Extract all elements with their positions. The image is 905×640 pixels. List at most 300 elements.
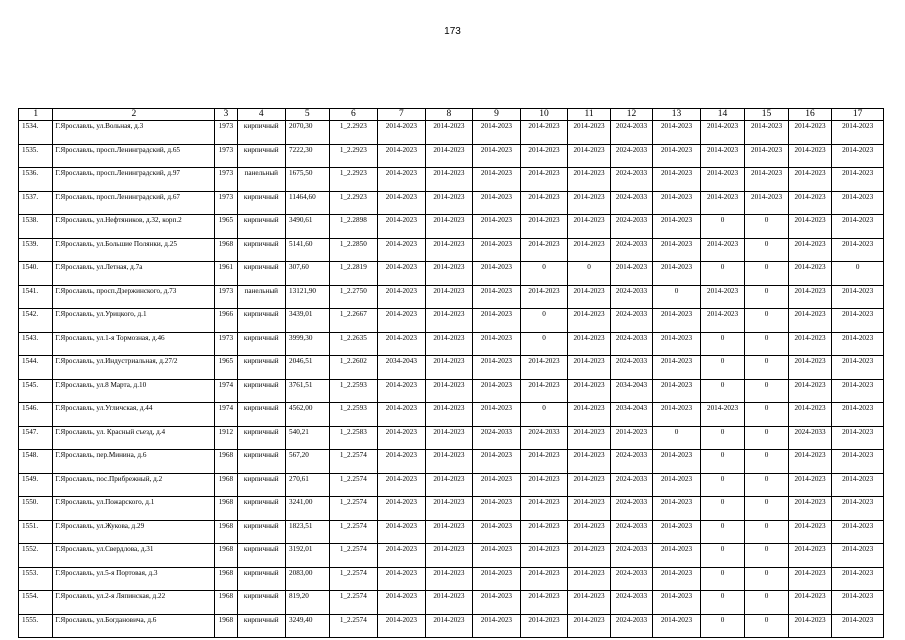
period-cell-col15: 0 (745, 309, 789, 333)
period-cell-col14: 2014-2023 (700, 238, 745, 262)
column-header-1: 1 (19, 109, 53, 121)
period-cell-col12: 2024-2033 (610, 567, 652, 591)
wall-material-cell: кирпичный (237, 238, 286, 262)
area-cell: 3249,40 (286, 614, 330, 638)
period-cell-col12: 2024-2033 (610, 450, 652, 474)
wall-material-cell: кирпичный (237, 450, 286, 474)
table-row (19, 544, 884, 568)
period-cell-col13: 2014-2023 (653, 567, 701, 591)
period-cell-col14: 2014-2023 (700, 285, 745, 309)
period-cell-col9: 2014-2023 (473, 215, 521, 239)
period-cell-col16: 2014-2023 (788, 403, 832, 427)
row-number-cell: 1547. (19, 426, 53, 450)
period-cell-col13: 2014-2023 (653, 121, 701, 145)
period-cell-col10: 0 (520, 403, 568, 427)
period-cell-col16: 2014-2023 (788, 332, 832, 356)
period-cell-col12: 2024-2033 (610, 356, 652, 380)
year-cell: 1965 (215, 356, 237, 380)
period-cell-col9: 2014-2023 (473, 238, 521, 262)
period-cell-col7: 2014-2023 (378, 168, 426, 192)
area-cell: 270,61 (286, 473, 330, 497)
period-cell-col13: 2014-2023 (653, 544, 701, 568)
table-row (19, 238, 884, 262)
period-cell-col10: 2014-2023 (520, 168, 568, 192)
code-cell: 1_2.2574 (329, 473, 378, 497)
period-cell-col17: 2014-2023 (832, 168, 884, 192)
period-cell-col17: 2014-2023 (832, 426, 884, 450)
period-cell-col15: 2014-2023 (745, 168, 789, 192)
code-cell: 1_2.2574 (329, 544, 378, 568)
period-cell-col13: 2014-2023 (653, 591, 701, 615)
year-cell: 1965 (215, 215, 237, 239)
period-cell-col12: 2014-2023 (610, 262, 652, 286)
period-cell-col13: 2014-2023 (653, 332, 701, 356)
period-cell-col11: 2014-2023 (568, 168, 610, 192)
period-cell-col10: 2014-2023 (520, 121, 568, 145)
period-cell-col13: 2014-2023 (653, 614, 701, 638)
period-cell-col16: 2014-2023 (788, 450, 832, 474)
area-cell: 5141,60 (286, 238, 330, 262)
area-cell: 3490,61 (286, 215, 330, 239)
code-cell: 1_2.2574 (329, 497, 378, 521)
period-cell-col16: 2014-2023 (788, 544, 832, 568)
period-cell-col14: 0 (700, 614, 745, 638)
period-cell-col11: 0 (568, 262, 610, 286)
period-cell-col8: 2014-2023 (425, 309, 473, 333)
table-row (19, 168, 884, 192)
period-cell-col7: 2034-2043 (378, 356, 426, 380)
period-cell-col11: 2014-2023 (568, 614, 610, 638)
year-cell: 1966 (215, 309, 237, 333)
table-row (19, 309, 884, 333)
address-cell: Г.Ярославль, ул.Летная, д.7а (53, 262, 215, 286)
year-cell: 1973 (215, 332, 237, 356)
period-cell-col11: 2014-2023 (568, 356, 610, 380)
period-cell-col15: 0 (745, 450, 789, 474)
row-number-cell: 1553. (19, 567, 53, 591)
period-cell-col15: 0 (745, 238, 789, 262)
period-cell-col8: 2014-2023 (425, 238, 473, 262)
period-cell-col8: 2014-2023 (425, 379, 473, 403)
period-cell-col15: 2014-2023 (745, 121, 789, 145)
period-cell-col16: 2014-2023 (788, 191, 832, 215)
period-cell-col10: 2014-2023 (520, 238, 568, 262)
row-number-cell: 1543. (19, 332, 53, 356)
address-cell: Г.Ярославль, пер.Минина, д.6 (53, 450, 215, 474)
period-cell-col15: 0 (745, 379, 789, 403)
wall-material-cell: кирпичный (237, 497, 286, 521)
table-header-row (19, 109, 884, 121)
wall-material-cell: кирпичный (237, 403, 286, 427)
period-cell-col11: 2014-2023 (568, 285, 610, 309)
period-cell-col12: 2024-2033 (610, 144, 652, 168)
period-cell-col13: 2014-2023 (653, 356, 701, 380)
code-cell: 1_2.2819 (329, 262, 378, 286)
table-row (19, 591, 884, 615)
period-cell-col7: 2014-2023 (378, 144, 426, 168)
period-cell-col16: 2024-2033 (788, 426, 832, 450)
period-cell-col7: 2014-2023 (378, 473, 426, 497)
wall-material-cell: кирпичный (237, 473, 286, 497)
table-row (19, 379, 884, 403)
period-cell-col10: 2014-2023 (520, 591, 568, 615)
area-cell: 3192,01 (286, 544, 330, 568)
column-header-5: 5 (286, 109, 330, 121)
period-cell-col8: 2014-2023 (425, 285, 473, 309)
row-number-cell: 1536. (19, 168, 53, 192)
period-cell-col12: 2024-2033 (610, 614, 652, 638)
period-cell-col13: 2014-2023 (653, 309, 701, 333)
row-number-cell: 1546. (19, 403, 53, 427)
period-cell-col12: 2024-2033 (610, 544, 652, 568)
wall-material-cell: кирпичный (237, 121, 286, 145)
code-cell: 1_2.2574 (329, 614, 378, 638)
period-cell-col10: 2014-2023 (520, 520, 568, 544)
period-cell-col10: 2014-2023 (520, 215, 568, 239)
code-cell: 1_2.2667 (329, 309, 378, 333)
period-cell-col11: 2014-2023 (568, 426, 610, 450)
period-cell-col7: 2014-2023 (378, 238, 426, 262)
period-cell-col13: 2014-2023 (653, 473, 701, 497)
period-cell-col11: 2014-2023 (568, 403, 610, 427)
column-header-7: 7 (378, 109, 426, 121)
period-cell-col13: 2014-2023 (653, 238, 701, 262)
housing-repair-table (18, 108, 884, 638)
period-cell-col13: 0 (653, 285, 701, 309)
period-cell-col15: 0 (745, 591, 789, 615)
period-cell-col17: 2014-2023 (832, 614, 884, 638)
row-number-cell: 1542. (19, 309, 53, 333)
period-cell-col14: 0 (700, 426, 745, 450)
period-cell-col12: 2024-2033 (610, 520, 652, 544)
period-cell-col13: 2014-2023 (653, 144, 701, 168)
address-cell: Г.Ярославль, ул.Жукова, д.29 (53, 520, 215, 544)
period-cell-col9: 2014-2023 (473, 567, 521, 591)
period-cell-col8: 2014-2023 (425, 403, 473, 427)
period-cell-col9: 2014-2023 (473, 168, 521, 192)
period-cell-col17: 0 (832, 262, 884, 286)
period-cell-col13: 2014-2023 (653, 262, 701, 286)
table-row (19, 215, 884, 239)
period-cell-col17: 2014-2023 (832, 238, 884, 262)
period-cell-col13: 2014-2023 (653, 450, 701, 474)
area-cell: 13121,90 (286, 285, 330, 309)
period-cell-col7: 2014-2023 (378, 591, 426, 615)
period-cell-col16: 2014-2023 (788, 473, 832, 497)
period-cell-col15: 0 (745, 403, 789, 427)
year-cell: 1973 (215, 285, 237, 309)
address-cell: Г.Ярославль, ул. Красный съезд, д.4 (53, 426, 215, 450)
area-cell: 3999,30 (286, 332, 330, 356)
period-cell-col17: 2014-2023 (832, 144, 884, 168)
period-cell-col17: 2014-2023 (832, 473, 884, 497)
period-cell-col10: 2014-2023 (520, 191, 568, 215)
code-cell: 1_2.2923 (329, 191, 378, 215)
period-cell-col14: 0 (700, 591, 745, 615)
area-cell: 819,20 (286, 591, 330, 615)
table-row (19, 426, 884, 450)
table-row (19, 473, 884, 497)
year-cell: 1968 (215, 450, 237, 474)
period-cell-col12: 2024-2033 (610, 238, 652, 262)
period-cell-col7: 2014-2023 (378, 285, 426, 309)
year-cell: 1968 (215, 473, 237, 497)
year-cell: 1973 (215, 191, 237, 215)
address-cell: Г.Ярославль, просп.Ленинградский, д.67 (53, 191, 215, 215)
period-cell-col11: 2014-2023 (568, 544, 610, 568)
address-cell: Г.Ярославль, ул.Свердлова, д.31 (53, 544, 215, 568)
period-cell-col8: 2014-2023 (425, 356, 473, 380)
period-cell-col11: 2014-2023 (568, 450, 610, 474)
period-cell-col10: 0 (520, 309, 568, 333)
code-cell: 1_2.2923 (329, 144, 378, 168)
code-cell: 1_2.2593 (329, 403, 378, 427)
address-cell: Г.Ярославль, ул.Богдановича, д.6 (53, 614, 215, 638)
year-cell: 1968 (215, 567, 237, 591)
period-cell-col10: 2014-2023 (520, 285, 568, 309)
period-cell-col13: 2014-2023 (653, 497, 701, 521)
table-row (19, 121, 884, 145)
area-cell: 1823,51 (286, 520, 330, 544)
code-cell: 1_2.2923 (329, 121, 378, 145)
period-cell-col14: 2014-2023 (700, 168, 745, 192)
period-cell-col16: 2014-2023 (788, 285, 832, 309)
period-cell-col7: 2014-2023 (378, 191, 426, 215)
column-header-8: 8 (425, 109, 473, 121)
period-cell-col7: 2014-2023 (378, 614, 426, 638)
area-cell: 307,60 (286, 262, 330, 286)
column-header-12: 12 (610, 109, 652, 121)
period-cell-col8: 2014-2023 (425, 567, 473, 591)
period-cell-col17: 2014-2023 (832, 121, 884, 145)
wall-material-cell: кирпичный (237, 309, 286, 333)
period-cell-col8: 2014-2023 (425, 426, 473, 450)
period-cell-col8: 2014-2023 (425, 191, 473, 215)
wall-material-cell: кирпичный (237, 426, 286, 450)
wall-material-cell: панельный (237, 285, 286, 309)
row-number-cell: 1554. (19, 591, 53, 615)
row-number-cell: 1545. (19, 379, 53, 403)
period-cell-col17: 2014-2023 (832, 309, 884, 333)
period-cell-col13: 2014-2023 (653, 191, 701, 215)
period-cell-col14: 2014-2023 (700, 191, 745, 215)
year-cell: 1974 (215, 379, 237, 403)
period-cell-col16: 2014-2023 (788, 567, 832, 591)
period-cell-col15: 0 (745, 356, 789, 380)
period-cell-col9: 2014-2023 (473, 356, 521, 380)
year-cell: 1973 (215, 121, 237, 145)
period-cell-col13: 2014-2023 (653, 520, 701, 544)
period-cell-col11: 2014-2023 (568, 309, 610, 333)
period-cell-col17: 2014-2023 (832, 215, 884, 239)
period-cell-col16: 2014-2023 (788, 309, 832, 333)
period-cell-col7: 2014-2023 (378, 309, 426, 333)
table-row (19, 614, 884, 638)
period-cell-col9: 2014-2023 (473, 497, 521, 521)
period-cell-col12: 2024-2033 (610, 309, 652, 333)
code-cell: 1_2.2923 (329, 168, 378, 192)
period-cell-col13: 2014-2023 (653, 215, 701, 239)
table-row (19, 450, 884, 474)
period-cell-col15: 0 (745, 544, 789, 568)
period-cell-col10: 2014-2023 (520, 450, 568, 474)
table-row (19, 262, 884, 286)
year-cell: 1912 (215, 426, 237, 450)
period-cell-col15: 2014-2023 (745, 191, 789, 215)
year-cell: 1968 (215, 614, 237, 638)
table-row (19, 191, 884, 215)
address-cell: Г.Ярославль, ул.5-я Портовая, д.3 (53, 567, 215, 591)
period-cell-col12: 2024-2033 (610, 285, 652, 309)
period-cell-col9: 2014-2023 (473, 403, 521, 427)
column-header-6: 6 (329, 109, 378, 121)
period-cell-col12: 2034-2043 (610, 379, 652, 403)
period-cell-col14: 0 (700, 520, 745, 544)
period-cell-col15: 0 (745, 497, 789, 521)
period-cell-col15: 0 (745, 520, 789, 544)
period-cell-col9: 2014-2023 (473, 520, 521, 544)
period-cell-col13: 0 (653, 426, 701, 450)
period-cell-col8: 2014-2023 (425, 497, 473, 521)
period-cell-col10: 2014-2023 (520, 614, 568, 638)
period-cell-col14: 0 (700, 215, 745, 239)
area-cell: 3439,01 (286, 309, 330, 333)
period-cell-col11: 2014-2023 (568, 520, 610, 544)
code-cell: 1_2.2574 (329, 591, 378, 615)
period-cell-col15: 0 (745, 473, 789, 497)
row-number-cell: 1541. (19, 285, 53, 309)
period-cell-col11: 2014-2023 (568, 121, 610, 145)
row-number-cell: 1537. (19, 191, 53, 215)
row-number-cell: 1540. (19, 262, 53, 286)
period-cell-col9: 2014-2023 (473, 591, 521, 615)
period-cell-col12: 2024-2033 (610, 121, 652, 145)
row-number-cell: 1539. (19, 238, 53, 262)
wall-material-cell: кирпичный (237, 379, 286, 403)
row-number-cell: 1534. (19, 121, 53, 145)
period-cell-col15: 0 (745, 262, 789, 286)
period-cell-col9: 2014-2023 (473, 450, 521, 474)
period-cell-col16: 2014-2023 (788, 497, 832, 521)
period-cell-col15: 2014-2023 (745, 144, 789, 168)
period-cell-col7: 2014-2023 (378, 520, 426, 544)
table-row (19, 144, 884, 168)
page-number: 173 (444, 26, 461, 37)
column-header-14: 14 (700, 109, 745, 121)
period-cell-col9: 2014-2023 (473, 262, 521, 286)
period-cell-col14: 2014-2023 (700, 309, 745, 333)
period-cell-col14: 0 (700, 497, 745, 521)
period-cell-col17: 2014-2023 (832, 332, 884, 356)
year-cell: 1961 (215, 262, 237, 286)
period-cell-col11: 2014-2023 (568, 379, 610, 403)
wall-material-cell: панельный (237, 168, 286, 192)
period-cell-col10: 0 (520, 332, 568, 356)
period-cell-col9: 2024-2033 (473, 426, 521, 450)
period-cell-col8: 2014-2023 (425, 591, 473, 615)
period-cell-col15: 0 (745, 285, 789, 309)
code-cell: 1_2.2635 (329, 332, 378, 356)
period-cell-col10: 2014-2023 (520, 544, 568, 568)
area-cell: 1675,50 (286, 168, 330, 192)
period-cell-col17: 2014-2023 (832, 591, 884, 615)
period-cell-col10: 2014-2023 (520, 379, 568, 403)
period-cell-col17: 2014-2023 (832, 450, 884, 474)
period-cell-col9: 2014-2023 (473, 309, 521, 333)
row-number-cell: 1551. (19, 520, 53, 544)
period-cell-col17: 2014-2023 (832, 544, 884, 568)
period-cell-col7: 2014-2023 (378, 262, 426, 286)
row-number-cell: 1544. (19, 356, 53, 380)
period-cell-col17: 2014-2023 (832, 567, 884, 591)
period-cell-col11: 2014-2023 (568, 238, 610, 262)
period-cell-col12: 2024-2033 (610, 332, 652, 356)
code-cell: 1_2.2750 (329, 285, 378, 309)
period-cell-col11: 2014-2023 (568, 473, 610, 497)
period-cell-col8: 2014-2023 (425, 473, 473, 497)
period-cell-col13: 2014-2023 (653, 379, 701, 403)
address-cell: Г.Ярославль, ул.Угличская, д.44 (53, 403, 215, 427)
address-cell: Г.Ярославль, ул.8 Марта, д.10 (53, 379, 215, 403)
area-cell: 2083,00 (286, 567, 330, 591)
table-row (19, 520, 884, 544)
code-cell: 1_2.2574 (329, 520, 378, 544)
period-cell-col10: 2014-2023 (520, 497, 568, 521)
period-cell-col16: 2014-2023 (788, 262, 832, 286)
period-cell-col15: 0 (745, 332, 789, 356)
period-cell-col8: 2014-2023 (425, 544, 473, 568)
period-cell-col9: 2014-2023 (473, 473, 521, 497)
row-number-cell: 1552. (19, 544, 53, 568)
period-cell-col12: 2014-2023 (610, 426, 652, 450)
wall-material-cell: кирпичный (237, 591, 286, 615)
period-cell-col12: 2024-2033 (610, 215, 652, 239)
year-cell: 1968 (215, 497, 237, 521)
period-cell-col15: 0 (745, 614, 789, 638)
period-cell-col13: 2014-2023 (653, 403, 701, 427)
period-cell-col14: 2014-2023 (700, 403, 745, 427)
period-cell-col16: 2014-2023 (788, 144, 832, 168)
period-cell-col8: 2014-2023 (425, 144, 473, 168)
column-header-2: 2 (53, 109, 215, 121)
period-cell-col8: 2014-2023 (425, 520, 473, 544)
period-cell-col16: 2014-2023 (788, 379, 832, 403)
period-cell-col7: 2014-2023 (378, 215, 426, 239)
column-header-4: 4 (237, 109, 286, 121)
period-cell-col14: 2014-2023 (700, 121, 745, 145)
year-cell: 1968 (215, 238, 237, 262)
period-cell-col7: 2014-2023 (378, 567, 426, 591)
code-cell: 1_2.2574 (329, 450, 378, 474)
period-cell-col16: 2014-2023 (788, 238, 832, 262)
wall-material-cell: кирпичный (237, 332, 286, 356)
column-header-11: 11 (568, 109, 610, 121)
period-cell-col11: 2014-2023 (568, 591, 610, 615)
period-cell-col8: 2014-2023 (425, 450, 473, 474)
wall-material-cell: кирпичный (237, 356, 286, 380)
address-cell: Г.Ярославль, ул.2-я Ляпинская, д.22 (53, 591, 215, 615)
wall-material-cell: кирпичный (237, 144, 286, 168)
area-cell: 2070,30 (286, 121, 330, 145)
column-header-9: 9 (473, 109, 521, 121)
period-cell-col14: 0 (700, 332, 745, 356)
wall-material-cell: кирпичный (237, 544, 286, 568)
period-cell-col7: 2014-2023 (378, 121, 426, 145)
period-cell-col17: 2014-2023 (832, 356, 884, 380)
period-cell-col13: 2014-2023 (653, 168, 701, 192)
period-cell-col14: 0 (700, 473, 745, 497)
area-cell: 11464,60 (286, 191, 330, 215)
